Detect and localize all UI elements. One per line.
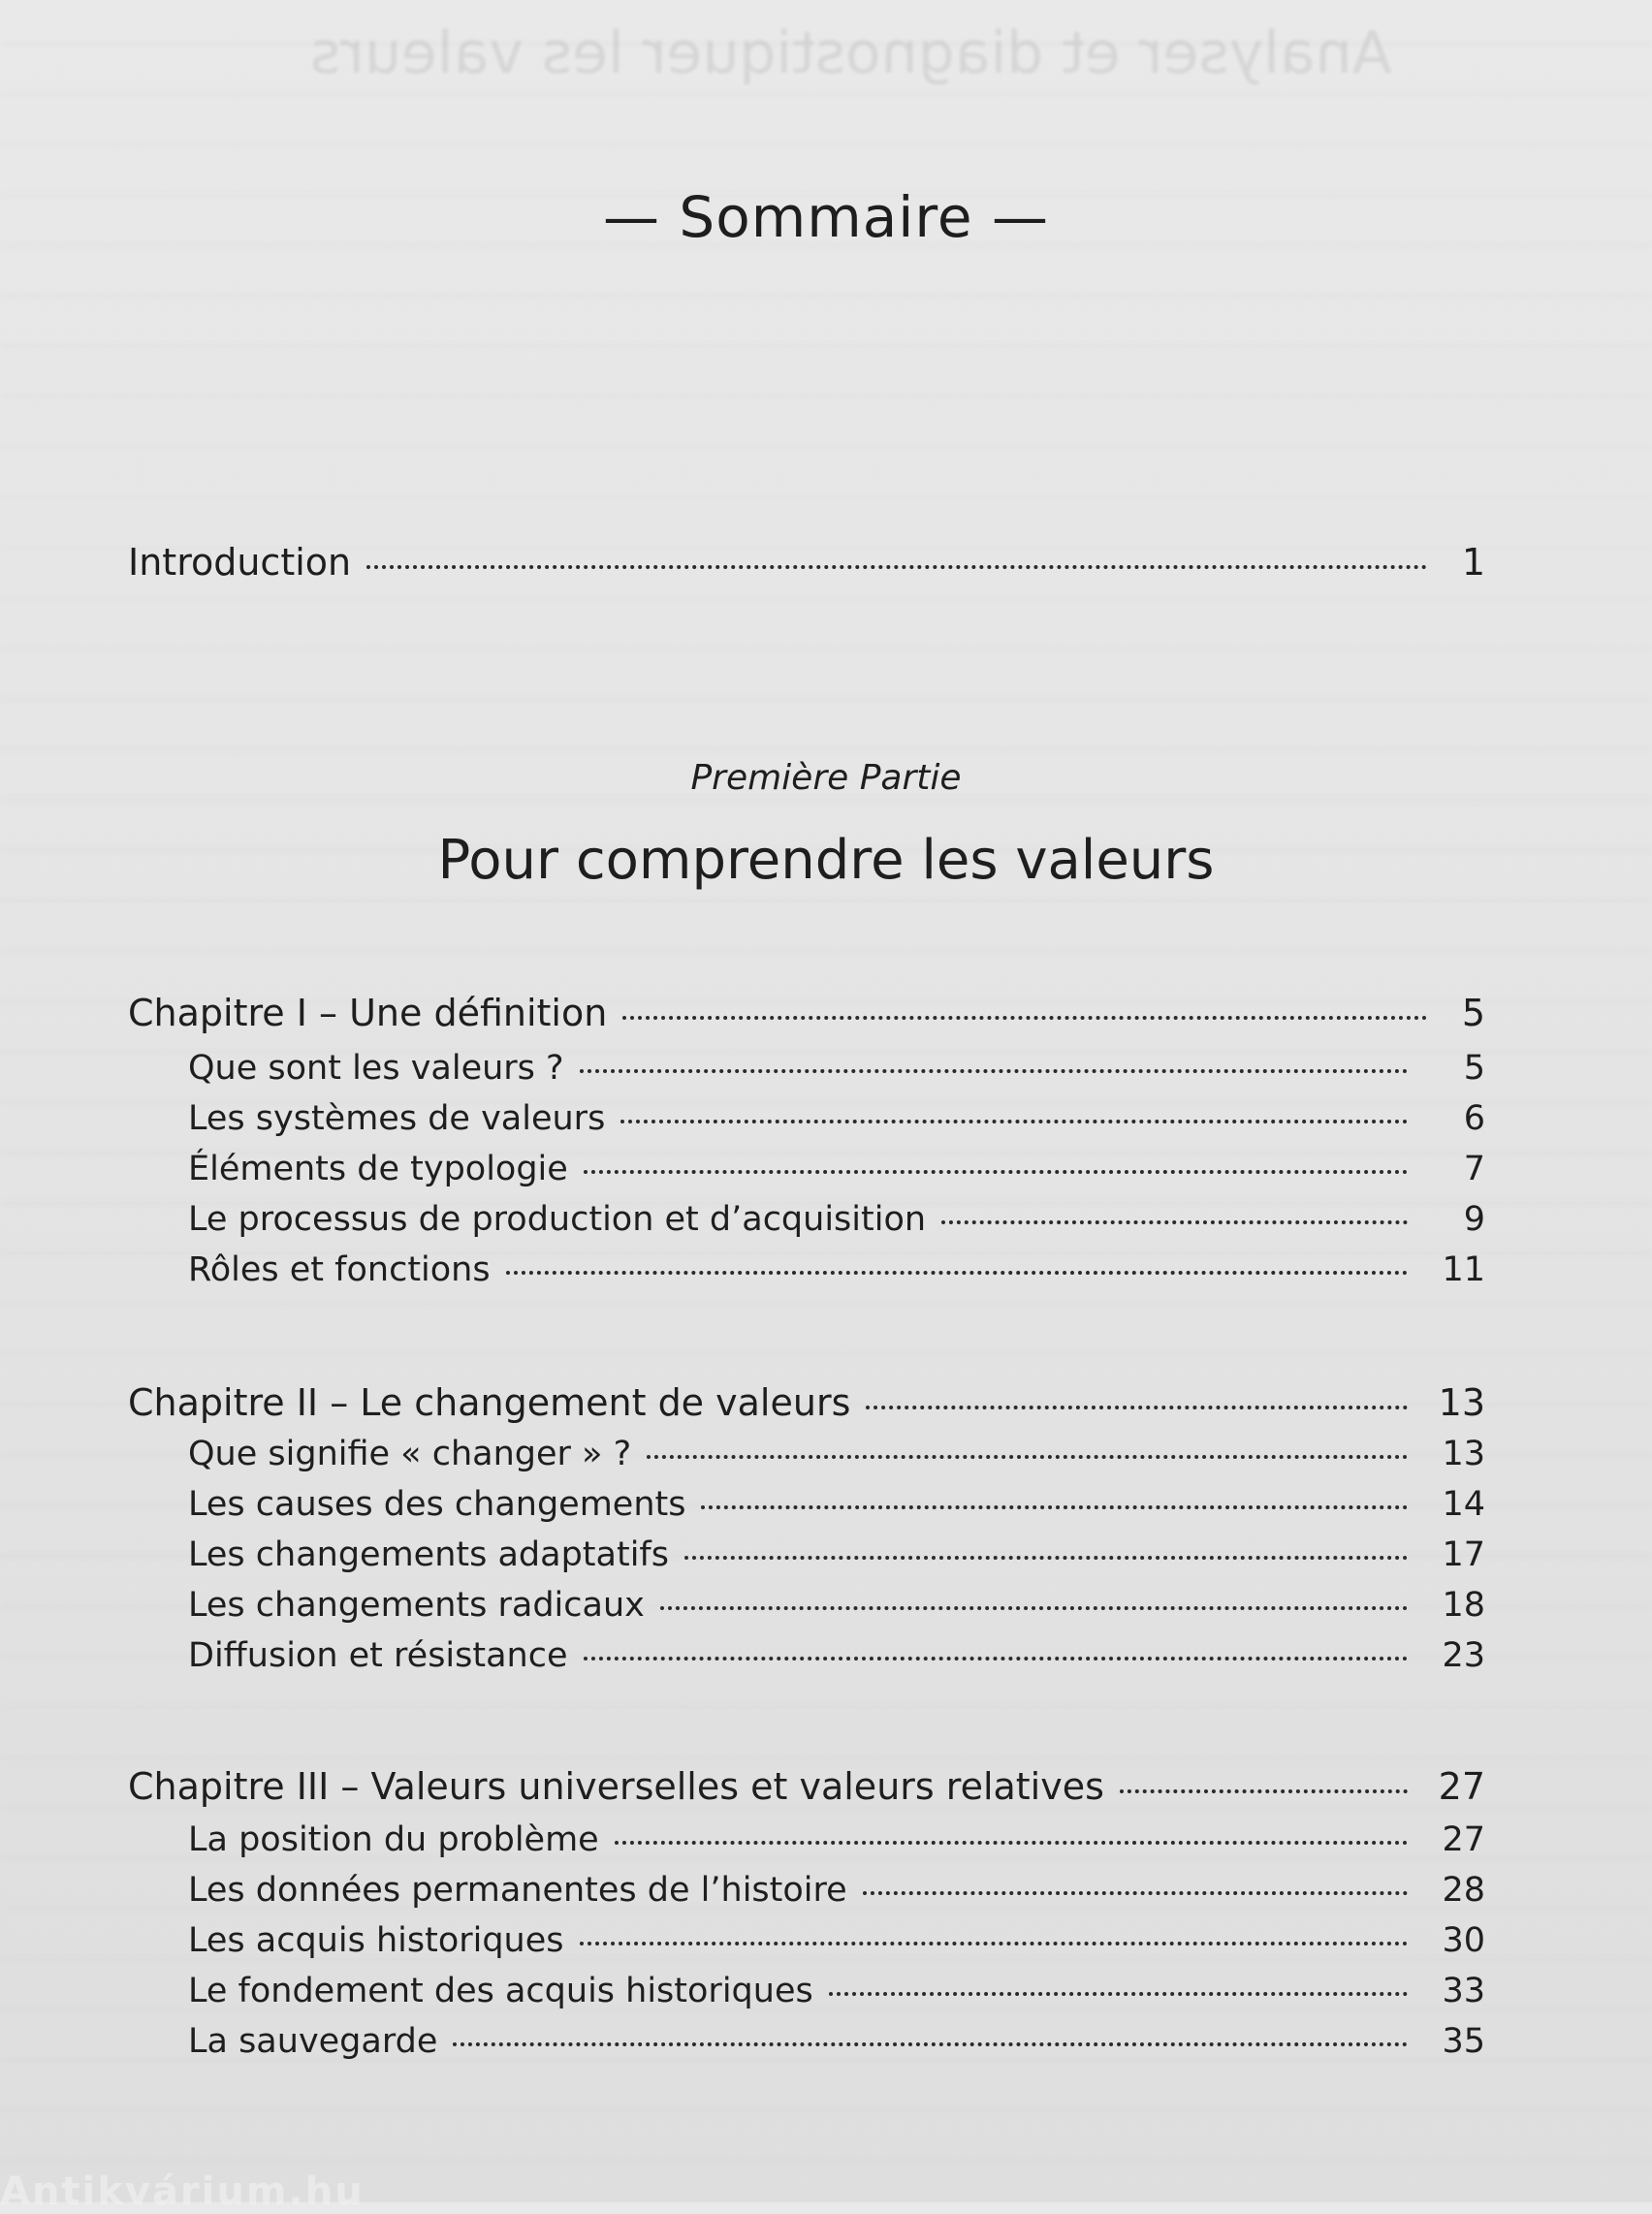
toc-page-number: 17 — [1442, 1535, 1485, 1574]
toc-section — [188, 1921, 1485, 1960]
toc-section — [188, 2022, 1485, 2061]
toc-section — [188, 1485, 1485, 1524]
show-through-title: Analyser et diagnostiquer les valeurs — [310, 19, 1392, 87]
toc-label: Que signifie « changer » ? — [188, 1435, 632, 1473]
leader-dots — [941, 1220, 1408, 1224]
toc-section — [188, 1871, 1485, 1910]
toc-label: La sauvegarde — [188, 2022, 438, 2061]
leader-dots — [701, 1505, 1408, 1509]
toc-page-number: 27 — [1442, 1820, 1485, 1859]
leader-dots — [620, 1120, 1408, 1123]
toc-label: Les données permanentes de l’histoire — [188, 1871, 847, 1910]
toc-page-number: 7 — [1463, 1150, 1485, 1188]
toc-page-number: 27 — [1438, 1765, 1485, 1808]
toc-section — [188, 1972, 1485, 2010]
leader-dots — [684, 1556, 1408, 1560]
toc-label: Les changements adaptatifs — [188, 1535, 669, 1574]
toc-label: Rôles et fonctions — [188, 1250, 491, 1289]
toc-label: Chapitre I – Une définition — [128, 992, 608, 1034]
toc-chapter — [128, 1765, 1485, 1808]
page-title: — Sommaire — — [602, 184, 1050, 250]
leader-dots — [584, 1657, 1408, 1660]
part-label: Première Partie — [690, 758, 962, 798]
toc-page-number: 23 — [1442, 1636, 1485, 1675]
toc-label: Les systèmes de valeurs — [188, 1099, 606, 1138]
toc-label: Le processus de production et d’acquisition — [188, 1200, 927, 1239]
leader-dots — [366, 565, 1427, 569]
leader-dots — [829, 1992, 1408, 1996]
toc-label: Chapitre III – Valeurs universelles et valeurs relatives — [128, 1765, 1104, 1808]
toc-page-number: 11 — [1442, 1250, 1485, 1289]
toc-section — [188, 1200, 1485, 1239]
leader-dots — [1120, 1789, 1408, 1793]
toc-page-number: 13 — [1438, 1381, 1485, 1424]
leader-dots — [453, 2042, 1408, 2046]
toc-label: Les changements radicaux — [188, 1586, 645, 1625]
toc-page-number: 18 — [1442, 1586, 1485, 1625]
toc-section — [188, 1636, 1485, 1675]
toc-label: Introduction — [128, 541, 352, 584]
leader-dots — [506, 1271, 1408, 1275]
toc-page-number: 13 — [1442, 1435, 1485, 1473]
part-title: Pour comprendre les valeurs — [437, 829, 1215, 892]
toc-section — [188, 1049, 1485, 1088]
leader-dots — [584, 1170, 1408, 1174]
toc-page-number: 35 — [1442, 2022, 1485, 2061]
toc-section — [188, 1099, 1485, 1138]
toc-page-number: 28 — [1442, 1871, 1485, 1910]
leader-dots — [863, 1891, 1408, 1895]
toc-chapter — [128, 992, 1485, 1034]
toc-section — [188, 1250, 1485, 1289]
toc-section — [188, 1820, 1485, 1859]
watermark: Antikvárium.hu — [0, 2169, 365, 2214]
toc-page-number: 5 — [1461, 992, 1485, 1034]
toc-chapter — [128, 1381, 1485, 1424]
leader-dots — [647, 1455, 1408, 1459]
toc-label: Le fondement des acquis historiques — [188, 1972, 813, 2010]
toc-label: La position du problème — [188, 1820, 599, 1859]
toc-label: Éléments de typologie — [188, 1150, 568, 1188]
leader-dots — [622, 1016, 1427, 1020]
toc-label: Les acquis historiques — [188, 1921, 564, 1960]
leader-dots — [580, 1069, 1408, 1073]
toc-page-number: 9 — [1463, 1200, 1485, 1239]
toc-page-number: 1 — [1461, 541, 1485, 584]
leader-dots — [660, 1606, 1408, 1610]
toc-label: Les causes des changements — [188, 1485, 686, 1524]
toc-page-number: 5 — [1463, 1049, 1485, 1088]
toc-label: Chapitre II – Le changement de valeurs — [128, 1381, 851, 1424]
toc-section — [188, 1435, 1485, 1473]
leader-dots — [866, 1406, 1408, 1409]
leader-dots — [615, 1841, 1408, 1845]
toc-label: Diffusion et résistance — [188, 1636, 568, 1675]
toc-page-number: 30 — [1442, 1921, 1485, 1960]
toc-section — [188, 1535, 1485, 1574]
leader-dots — [580, 1942, 1408, 1945]
toc-page-number: 6 — [1463, 1099, 1485, 1138]
toc-section — [188, 1150, 1485, 1188]
toc-introduction — [128, 541, 1485, 584]
toc-section — [188, 1586, 1485, 1625]
toc-label: Que sont les valeurs ? — [188, 1049, 564, 1088]
toc-page-number: 14 — [1442, 1485, 1485, 1524]
toc-page-number: 33 — [1442, 1972, 1485, 2010]
